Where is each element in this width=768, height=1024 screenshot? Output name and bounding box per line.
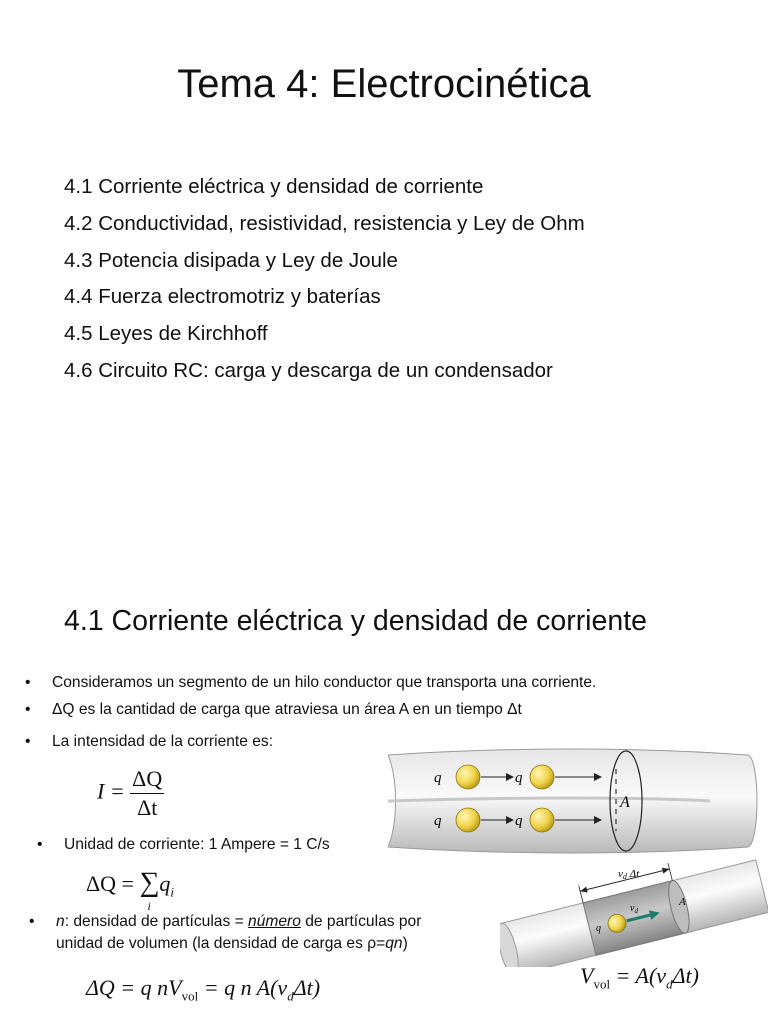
eq-lhs: ΔQ = [86, 871, 134, 896]
bullet-density [29, 911, 422, 955]
topic-item: 4.5 Leyes de Kirchhoff [64, 322, 268, 346]
topic-list [64, 172, 585, 393]
eq-denominator: Δt [137, 795, 158, 820]
eq-sub: i [170, 884, 175, 900]
slide-title: 4.1 Corriente eléctrica y densidad de corriente [64, 605, 647, 637]
bullet-mark: • [25, 674, 31, 691]
qn-symbol: qn [385, 935, 403, 952]
eq-sub: d [666, 976, 673, 992]
charge-particle [456, 808, 480, 832]
charge-label: q [515, 770, 523, 786]
bullet-mark: • [37, 836, 43, 853]
eq-sub: vol [593, 976, 611, 992]
bullet-mark: • [29, 913, 35, 930]
area-label: A [679, 896, 686, 908]
bullet-segment [25, 673, 597, 693]
eq-part: Δt) [293, 975, 321, 1000]
charge-label: q [515, 813, 523, 829]
delta-symbol: Δ [52, 701, 63, 718]
slide-title: Tema 4: Electrocinética [177, 62, 591, 106]
eq-numerator: ΔQ [130, 766, 164, 794]
charge-particle [530, 765, 554, 789]
delta-t: Δt [507, 701, 522, 718]
equation-vol [580, 963, 699, 992]
eq-part: ΔQ = q nV [86, 975, 182, 1000]
eq-q: q [159, 871, 171, 896]
topic-item: 4.1 Corriente eléctrica y densidad de corriente [64, 175, 484, 198]
wire-charge-figure [388, 745, 760, 857]
charge-label: q [434, 813, 442, 829]
eq-sub: d [287, 988, 294, 1004]
sum-symbol: ∑ [139, 867, 160, 898]
emphasis-word: número [248, 913, 301, 930]
eq-part: = A(v [610, 963, 667, 988]
charge-particle [530, 808, 554, 832]
bullet-mark: • [25, 733, 31, 750]
slide-2 [0, 575, 768, 1024]
eq-fraction [130, 766, 164, 821]
topic-item: 4.2 Conductividad, resistividad, resistencia y Ley de Ohm [64, 211, 585, 235]
topic-item: 4.3 Potencia disipada y Ley de Joule [64, 248, 398, 272]
eq-sub: vol [181, 988, 199, 1004]
charge-label: q [434, 770, 442, 786]
bullet-intensity [25, 732, 274, 752]
eq-part: V [580, 963, 594, 988]
bullet-charge [25, 700, 522, 720]
bullet-text: ) [402, 935, 408, 952]
charge-label: q [596, 923, 601, 934]
eq-part: Δt) [672, 963, 699, 988]
topic-item: 4.4 Fuerza electromotriz y baterías [64, 285, 381, 309]
bullet-text: Consideramos un segmento de un hilo conductor que transporta una corriente. [52, 674, 597, 691]
equation-volume-charge [86, 975, 320, 1004]
drift-volume-figure [500, 855, 768, 967]
equation-sum [86, 867, 175, 913]
length-tick [668, 863, 672, 880]
topic-item: 4.6 Circuito RC: carga y descarga de un condensador [64, 358, 553, 382]
equation-current [97, 766, 164, 821]
bullet-mark: • [25, 701, 31, 718]
eq-lhs: I = [97, 778, 125, 804]
length-tick [579, 885, 583, 902]
velocity-label: $v_d$ [630, 903, 638, 915]
bullet-unit [37, 835, 330, 855]
n-symbol: n [56, 913, 65, 930]
bullet-text: Unidad de corriente: 1 Ampere = 1 C/s [64, 836, 330, 853]
charge-particle [456, 765, 480, 789]
bullet-text: unidad de volumen (la densidad de carga es ρ= [56, 935, 386, 952]
length-label: vd Δt [618, 868, 640, 881]
area-label: A [620, 794, 630, 811]
eq-part: = q n A(v [198, 975, 288, 1000]
bullet-text: : densidad de partículas = [64, 913, 249, 930]
sum-index: i [147, 899, 151, 913]
bullet-text: Q es la cantidad de carga que atraviesa un área A en un tiempo [62, 701, 508, 718]
bullet-text: de partículas por [300, 913, 422, 930]
bullet-text: La intensidad de la corriente es: [52, 733, 274, 750]
